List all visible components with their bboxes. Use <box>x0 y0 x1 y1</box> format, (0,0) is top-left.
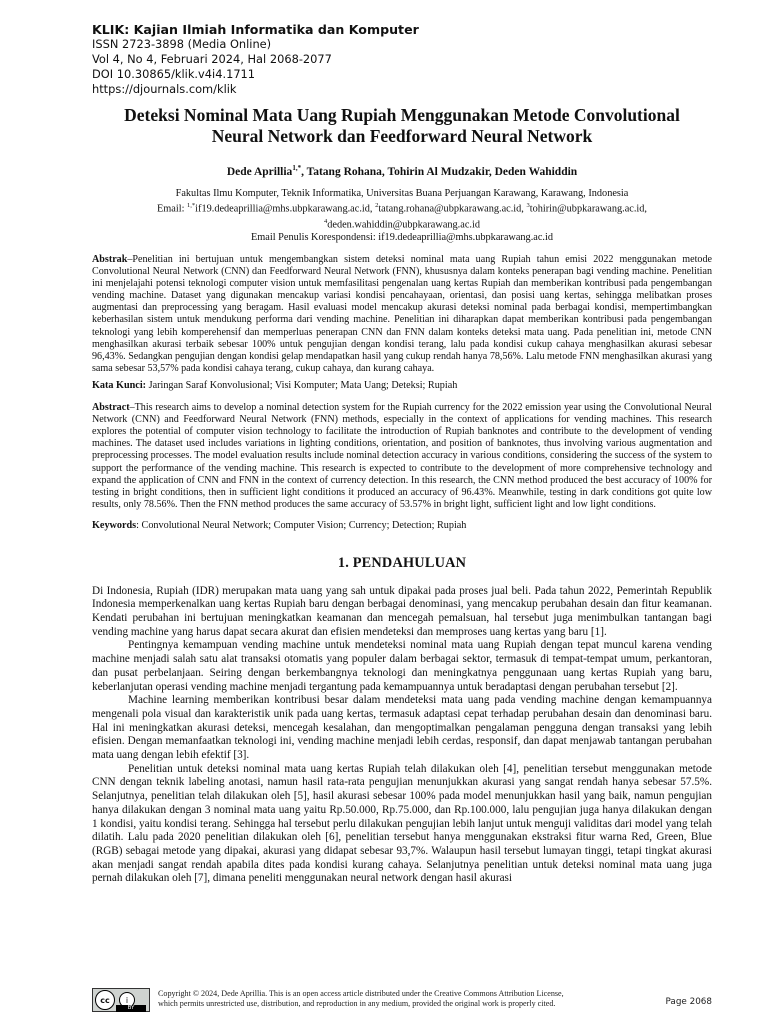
journal-doi: DOI 10.30865/klik.v4i4.1711 <box>92 67 256 81</box>
keywords <box>92 520 712 533</box>
email-sup2: 2 <box>375 202 379 210</box>
author-list <box>92 164 712 178</box>
copyright-notice <box>158 989 564 1009</box>
journal-volume: Vol 4, No 4, Februari 2024, Hal 2068-2077 <box>92 52 332 66</box>
kata-kunci <box>92 380 712 393</box>
paragraph: Machine learning memberikan kontribusi besar dalam mendeteksi mata uang pada vending machine dengan kemampuannya mengenali pola visual dan karakteristik unik pada uang kertas, termasuk adaptasi cepat terhadap perubahan desain dan denominasi baru. Hal ini meningkatkan akurasi deteksi, mencegah kesalahan, dan mengoptimalkan pengalaman pengguna dengan transaksi yang lebih efisien. Dengan memanfaatkan teknologi ini, vending machine menjadi lebih cerdas, responsif, dan dapat menjawab tantangan perubahan mata uang dengan lebih efektif [3]. <box>92 694 712 762</box>
copyright-line1: Copyright © 2024, Dede Aprillia. This is an open access article distributed under the Creative Commons Attribution License, <box>158 989 564 998</box>
page-footer <box>92 988 712 1014</box>
email-line <box>92 200 712 216</box>
first-author-sup: 1,* <box>292 164 302 172</box>
cc-by-license-icon[interactable] <box>92 988 150 1012</box>
abstract-text: –This research aims to develop a nominal detection system for the Rupiah currency for the 2022 emission year using the Convolutional Neural Network (CNN) and Feedforward Neural Network (FNN) methods, especially in the context of applications for vending machines. This research explores the potential of computer vision technology to facilitate the introduction of Rupiah banknotes and contribute to the development of vending machines. The dataset used includes variations in lighting conditions, orientation, and position of banknotes, thus involving various augmentation and preprocessing processes. The model evaluation results include nominal detection accuracy in various conditions, considering the success of the system to support the performance of the vending machine. This research is expected to contribute to the development of more comprehensive technology and expand the application of CNN and FNN in the context of currency detection. In this research, the CNN method produced the best accuracy of 100% for testing in bright conditions, then in sufficient light conditions it produced an accuracy of 96.43%. Meanwhile, testing in dark conditions got quite low results, only 78.56%. Then the FNN method produces the same accuracy of 53.57% in bright light, sufficient light and low light conditions. <box>92 401 712 510</box>
cc-icon: cc <box>95 990 115 1010</box>
page-number: Page 2068 <box>665 997 712 1007</box>
abstract-block <box>92 402 712 511</box>
paragraph: Pentingnya kemampuan vending machine untuk mendeteksi nominal mata uang Rupiah dengan tepat muncul karena vending machine menjadi salah satu alat transaksi otomatis yang populer dalam berbagai sektor, termasuk di tempat-tempat umum, perkantoran, dan pusat perbelanjaan. Seiring dengan berkembangnya teknologi dan meningkatnya penggunaan uang kertas Rupiah yang baru, keberlanjutan operasi vending machine menjadi tergantung pada kemampuannya untuk beradaptasi dengan perubahan tersebut [2]. <box>92 639 712 693</box>
person-icon: i <box>119 992 135 1008</box>
journal-title: KLIK: Kajian Ilmiah Informatika dan Komputer <box>92 22 419 37</box>
first-author: Dede Aprillia <box>226 165 293 178</box>
by-label: BY <box>116 1005 146 1012</box>
email2[interactable]: tatang.rohana@ubpkarawang.ac.id, <box>378 203 527 215</box>
paper-page <box>92 22 712 886</box>
paper-title <box>92 105 712 147</box>
paper-title-line1: Deteksi Nominal Mata Uang Rupiah Menggunakan Metode Convolutional <box>124 105 680 125</box>
paragraph: Di Indonesia, Rupiah (IDR) merupakan mata uang yang sah untuk dipakai pada proses jual beli. Pada tahun 2022, Pemerintah Republik Indonesia memperkenalkan uang kertas Rupiah baru dengan berbagai denominasi, yang mencakup perubahan desain dan fitur keamanan. Kendati perubahan ini bertujuan meningkatkan keamanan dan mencegah pemalsuan, hal tersebut juga menimbulkan tantangan bagi vending machine yang harus dapat secara akurat dan efisien mendeteksi dan memproses uang kertas yang baru [1]. <box>92 584 712 638</box>
affiliation: Fakultas Ilmu Komputer, Teknik Informatika, Universitas Buana Perjuangan Karawang, Karawang, Indonesia <box>175 187 629 199</box>
abstrak-label: Abstrak <box>92 253 128 265</box>
email-sup4: 4 <box>324 218 328 226</box>
journal-header <box>92 22 712 97</box>
section-heading: 1. PENDAHULUAN <box>337 554 467 571</box>
paper-title-line2: Neural Network dan Feedforward Neural Network <box>211 126 593 146</box>
email-prefix: Email: <box>157 203 188 215</box>
email-sup1: 1,* <box>187 202 196 210</box>
section-body <box>92 585 712 886</box>
affiliation-block <box>92 188 712 245</box>
corresponding-email: Email Penulis Korespondensi: if19.dedeaprillia@mhs.ubpkarawang.ac.id <box>250 232 553 244</box>
keywords-text: : Convolutional Neural Network; Computer Vision; Currency; Detection; Rupiah <box>136 520 467 532</box>
abstrak-text: –Penelitian ini bertujuan untuk mengembangkan sistem deteksi nominal mata uang Rupiah tahun emisi 2022 menggunakan metode Convolutional Neural Network (CNN) dan Feedforward Neural Network (FNN), khususnya dalam konteks penerapan bagi vending machine. Penelitian ini menjelajahi potensi teknologi computer vision untuk memfasilitasi pengenalan uang kertas Rupiah dan memberikan kontribusi pada pengembangan vending machine. Dataset yang digunakan mencakup variasi kondisi pencahayaan, orientasi, dan posisi uang kertas, sehingga melibatkan proses augmentasi dan preprocessing yang beragam. Hasil evaluasi model mencakup akurasi deteksi nominal pada berbagai kondisi, mempertimbangkan keberhasilan sistem untuk mendukung performa dari vending machine. Penelitian ini diharapkan dapat memberikan kontribusi pada pengembangan teknologi yang lebih komperehensif dan memperluas penerapan CNN dan FNN dalam konteks deteksi mata uang. Pada penelitian ini, metode CNN menghasilkan akurasi terbaik sebesar 100% untuk pengujian dengan kondisi terang, lalu pada kondisi cukup cahaya menghasilkan akurasi sebesar 96,43%. Sedangkan pengujian dengan kondisi gelap mendapatkan hasil yang cukup rendah hanya 78,56%. Lalu metode FNN menghasilkan akurasi yang sama sebesar 53,57% pada kondisi cahaya terang, cukup cahaya, dan kurang cahaya. <box>92 253 712 375</box>
copyright-line2: which permits unrestricted use, distribution, and reproduction in any medium, provided the original work is properly cited. <box>158 999 556 1008</box>
journal-issn: ISSN 2723-3898 (Media Online) <box>92 37 272 51</box>
email3[interactable]: tohirin@ubpkarawang.ac.id, <box>529 203 647 215</box>
keywords-label: Keywords <box>92 520 137 532</box>
kata-kunci-label: Kata Kunci: <box>92 380 147 392</box>
email1[interactable]: if19.dedeaprillia@mhs.ubpkarawang.ac.id, <box>195 203 376 215</box>
kata-kunci-text: Jaringan Saraf Konvolusional; Visi Komputer; Mata Uang; Deteksi; Rupiah <box>146 380 458 392</box>
email4[interactable]: deden.wahiddin@ubpkarawang.ac.id <box>327 219 480 231</box>
journal-url[interactable]: https://djournals.com/klik <box>92 82 237 96</box>
paragraph: Penelitian untuk deteksi nominal mata uang kertas Rupiah telah dilakukan oleh [4], penelitian tersebut menggunakan metode CNN dengan teknik labeling anotasi, namun hasil rata-rata pengujian menunjukkan akurasi yang sangat rendah hanya sebesar 57.5%. Selanjutnya, penelitian telah dilakukan oleh [5], hasil akurasi sebesar 100% pada model menunjukkan hasil yang baik, namun pengujian hanya dilakukan dengan 3 nominal mata uang yaitu Rp.50.000, Rp.75.000, dan Rp.100.000, lalu pengujian juga hanya dilakukan dengan 1 kondisi, yaitu kondisi terang. Sehingga hal tersebut perlu dilakukan pengujian lebih lanjut untuk menguji validitas dari model yang telah dilatih. Lalu pada 2020 penelitian dilakukan oleh [6], penelitian tersebut hanya menggunakan ekstraksi fitur warna Red, Green, Blue (RGB) sebagai metode yang dipakai, akurasi yang didapat sebesar 93,7%. Walaupun hasil tersebut lumayan tinggi, tetapi tingkat akurasi akan menjadi sangat rendah apabila dites pada kondisi kurang cahaya. Selanjutnya penelitian untuk deteksi nominal mata uang juga pernah dilakukan oleh [7], dimana peneliti menggunakan neural network dengan hasil akurasi <box>92 762 712 885</box>
email-sup3: 3 <box>526 202 530 210</box>
email-line2 <box>92 216 712 232</box>
abstrak-block <box>92 254 712 376</box>
other-authors: , Tatang Rohana, Tohirin Al Mudzakir, Deden Wahiddin <box>301 165 578 178</box>
abstract-label: Abstract <box>92 401 130 413</box>
